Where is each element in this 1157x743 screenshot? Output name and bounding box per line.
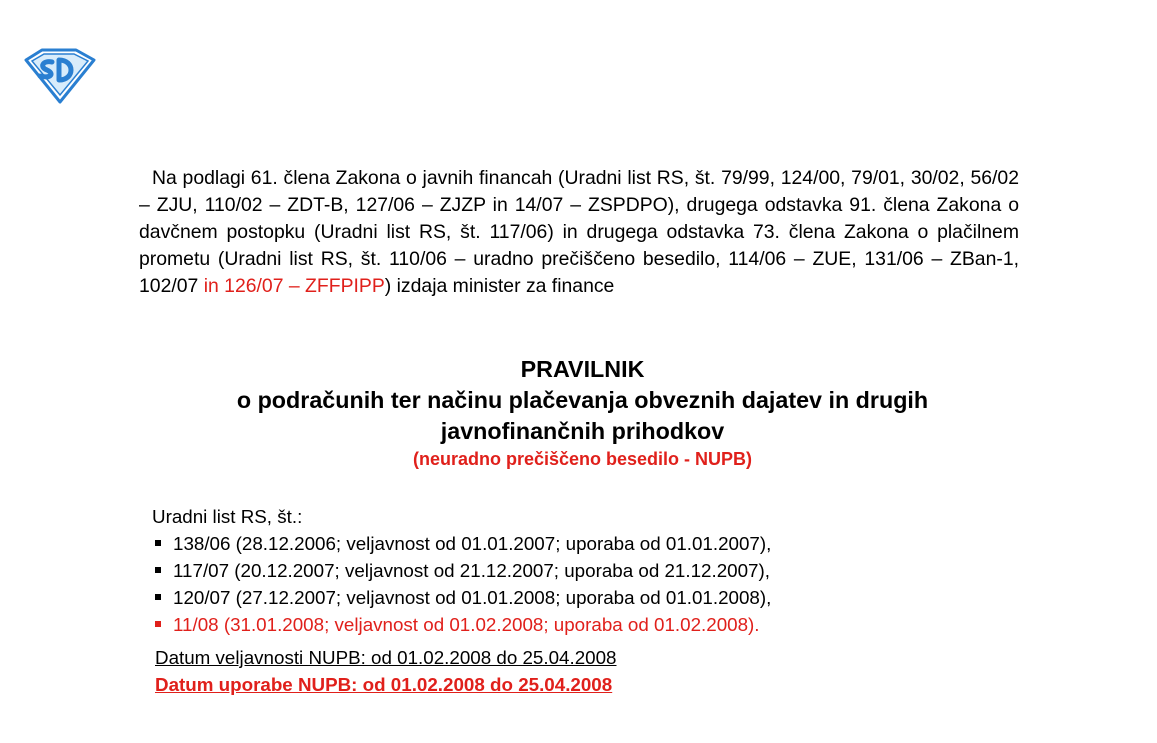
intro-text-end: ) izdaja minister za finance <box>384 275 615 297</box>
gazette-references <box>152 503 952 638</box>
document-subtitle: (neuradno prečiščeno besedilo - NUPB) <box>412 449 753 469</box>
sd-shield-logo-icon <box>22 46 96 104</box>
validity-date: Datum veljavnosti NUPB: od 01.02.2008 do 25.04.2008 <box>155 647 617 668</box>
document-title-block <box>120 354 1045 471</box>
bullet-icon <box>155 567 161 573</box>
list-item: 11/08 (31.01.2008; veljavnost od 01.02.2008; uporaba od 01.02.2008). <box>152 611 952 638</box>
document-title-line2: javnofinančnih prihodkov <box>440 418 725 444</box>
application-date: Datum uporabe NUPB: od 01.02.2008 do 25.04.2008 <box>155 674 613 695</box>
gazette-list <box>152 530 952 638</box>
bullet-icon <box>155 594 161 600</box>
gazette-label: Uradni list RS, št.: <box>152 506 303 527</box>
list-item: 117/07 (20.12.2007; veljavnost od 21.12.2007; uporaba od 21.12.2007), <box>152 557 952 584</box>
intro-text: Na podlagi 61. člena Zakona o javnih financah (Uradni list RS, št. 79/99, 124/00, 79/01, 30/02, 56/02 – ZJU, 110/02 – ZDT-B, 127/06 – ZJZP in 14/07 – ZSPDPO), drugega odstavka 91. člena Zakona o davčnem postopku (Uradni list RS, št. 117/06) in drugega odstavka 73. člena Zakona o plačilnem prometu (Uradni list RS, št. 110/06 – uradno prečiščeno besedilo, 114/06 – ZUE, 131/06 – ZBan-1, 102/07 <box>139 167 1019 297</box>
list-item: 120/07 (27.12.2007; veljavnost od 01.01.2008; uporaba od 01.01.2008), <box>152 584 952 611</box>
bullet-icon <box>155 621 161 627</box>
nupb-dates <box>155 644 617 698</box>
document-title: PRAVILNIK <box>520 356 645 382</box>
list-item: 138/06 (28.12.2006; veljavnost od 01.01.2007; uporaba od 01.01.2007), <box>152 530 952 557</box>
bullet-icon <box>155 540 161 546</box>
intro-amendment-text: in 126/07 – ZFFPIPP <box>203 275 385 297</box>
intro-paragraph <box>139 165 1019 300</box>
document-title-line1: o podračunih ter načinu plačevanja obveznih dajatev in drugih <box>236 387 929 413</box>
